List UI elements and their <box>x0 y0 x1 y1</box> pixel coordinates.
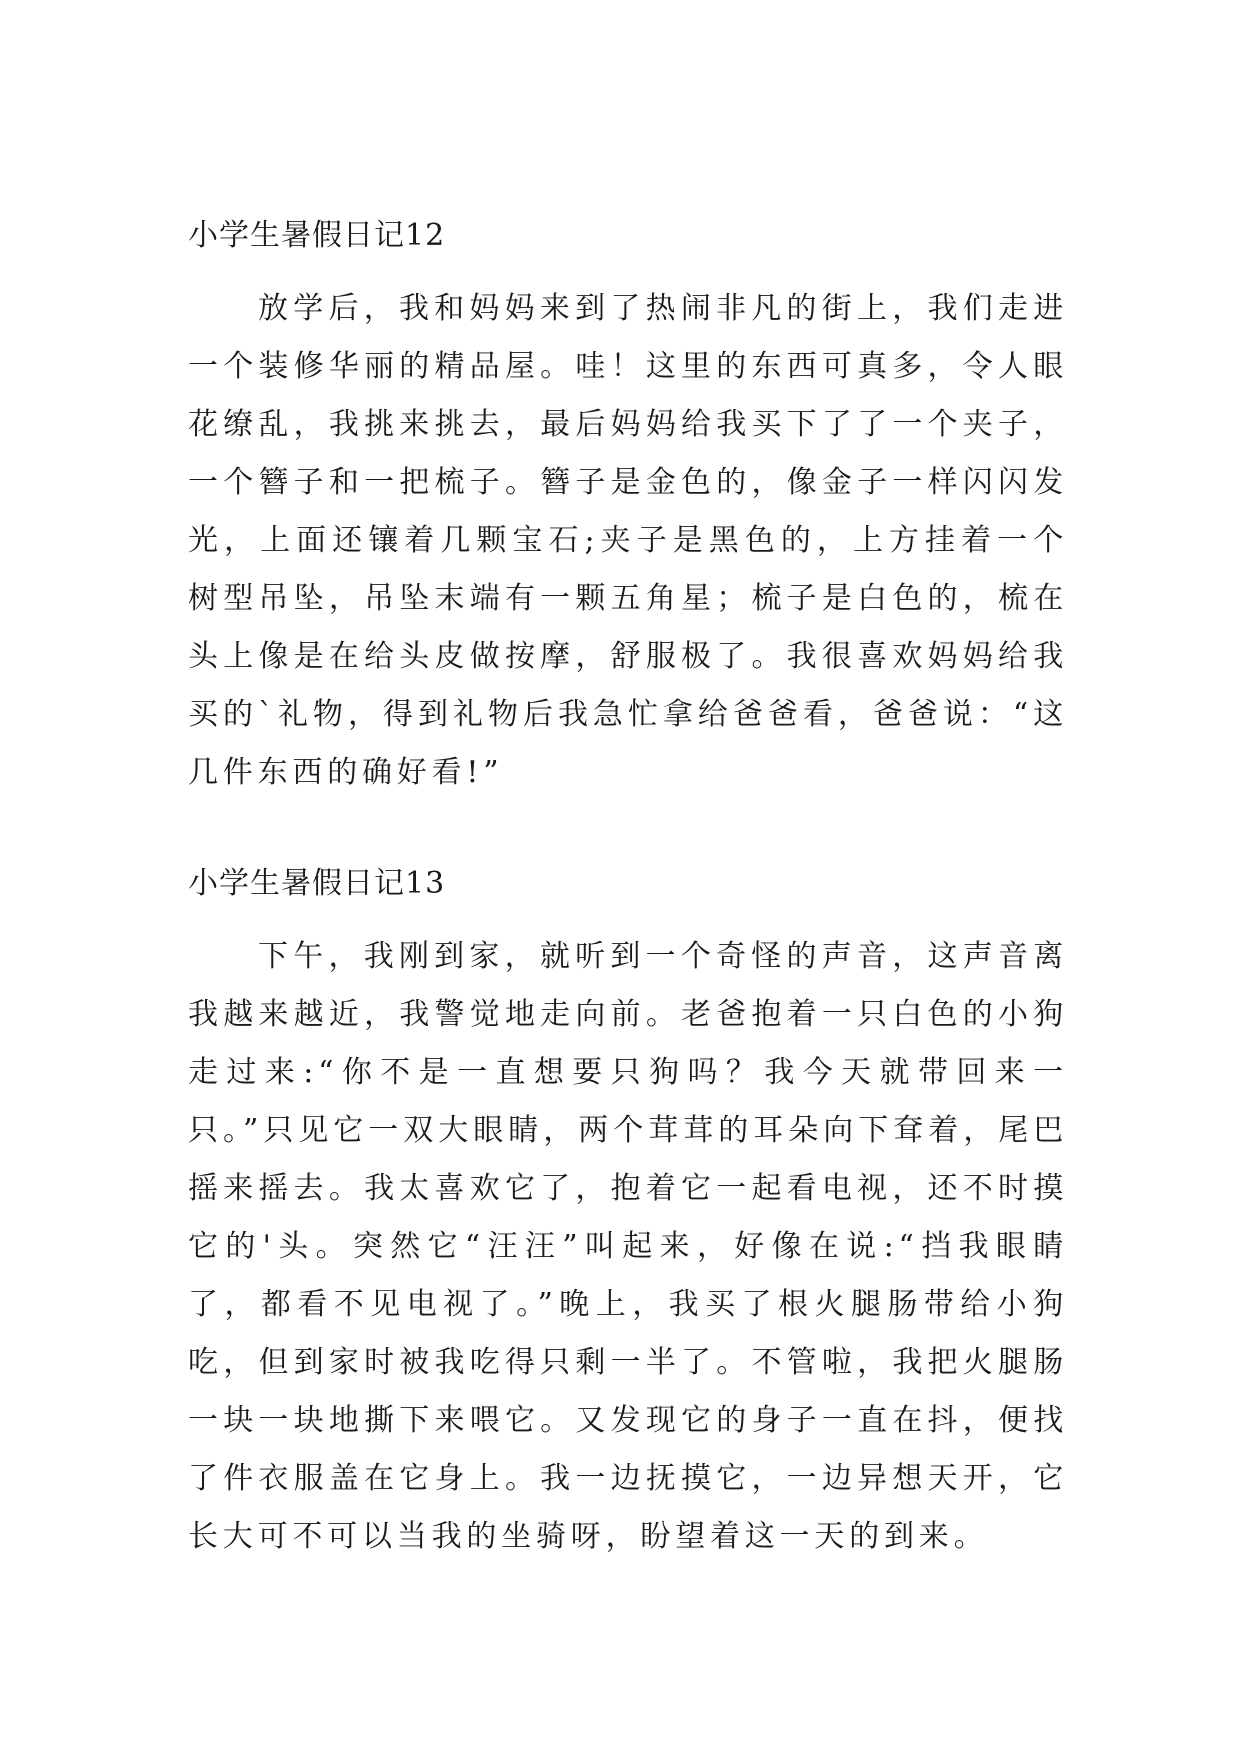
entry-title: 小学生暑假日记12 <box>188 218 446 253</box>
entry-body: 放学后，我和妈妈来到了热闹非凡的街上，我们走进一个装修华丽的精品屋。哇！这里的东西可真多，令人眼花缭乱，我挑来挑去，最后妈妈给我买下了了一个夹子，一个簪子和一把梳子。簪子是金色的，像金子一样闪闪发光，上面还镶着几颗宝石;夹子是黑色的，上方挂着一个树型吊坠，吊坠末端有一颗五角星；梳子是白色的，梳在头上像是在给头皮做按摩，舒服极了。我很喜欢妈妈给我买的`礼物，得到礼物后我急忙拿给爸爸看，爸爸说：“这几件东西的确好看!” <box>188 291 1068 790</box>
diary-entry-12 <box>188 216 1068 802</box>
entry-body: 下午，我刚到家，就听到一个奇怪的声音，这声音离我越来越近，我警觉地走向前。老爸抱着一只白色的小狗走过来:“你不是一直想要只狗吗？我今天就带回来一只。”只见它一双大眼睛，两个茸茸的耳朵向下耷着，尾巴摇来摇去。我太喜欢它了，抱着它一起看电视，还不时摸它的'头。突然它“汪汪”叫起来，好像在说:“挡我眼睛了，都看不见电视了。”晚上，我买了根火腿肠带给小狗吃，但到家时被我吃得只剩一半了。不管啦，我把火腿肠一块一块地撕下来喂它。又发现它的身子一直在抖，便找了件衣服盖在它身上。我一边抚摸它，一边异想天开，它长大可不可以当我的坐骑呀，盼望着这一天的到来。 <box>188 939 1068 1554</box>
diary-entry-13 <box>188 864 1068 1566</box>
entry-title: 小学生暑假日记13 <box>188 866 446 901</box>
